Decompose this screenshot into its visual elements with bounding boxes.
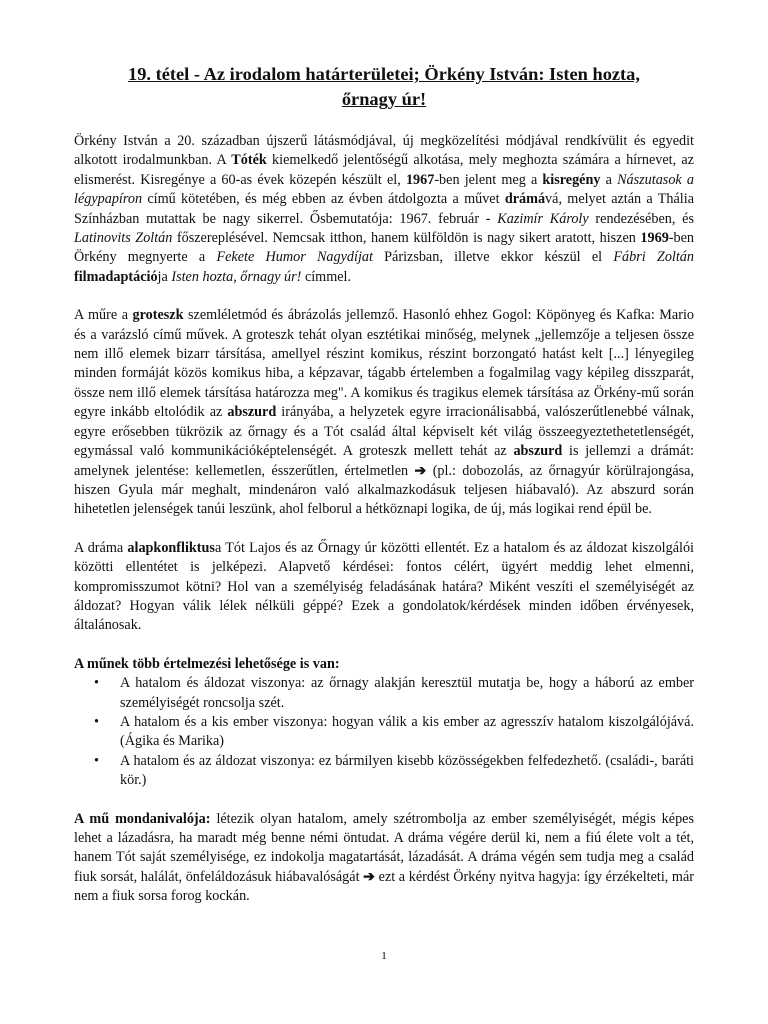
bold-text: groteszk	[132, 307, 184, 324]
italic-text: Nászutasok a légypapíron	[74, 171, 694, 208]
text-run: a Tót Lajos és az Őrnagy úr közötti ellentét. Ez a hatalom és az áldozat kiszolgálói közötti ellentétet is jelképezi. Alapvető kérdései: fontos célért, ügyért meddig lehet elmenni, kompromisszumot kötni? Hol van a személyiség feladásának határa? Miként veszíti el személyiségét az áldozat? Hogyan válik lélek nélküli géppé? Ezek a gondolatok/kérdések minden időben érvényesek, általánosak.	[74, 539, 694, 634]
interpretations-heading: A műnek több értelmezési lehetősége is van:	[74, 655, 340, 672]
bold-text: ➔	[414, 462, 427, 479]
bold-text: drámá	[504, 191, 546, 208]
italic-text: Latinovits Zoltán	[74, 230, 173, 247]
text-run: Párizsban, illetve ekkor készül el	[372, 249, 614, 266]
paragraph-groteszk	[74, 306, 694, 519]
text-run: irányába, a helyzetek egyre irracionálisabbá, valószerűtlenebbé válnak, egyre erősebben tükrözik az őrnagy és a Tót család által képviselt két világ összeegyeztethetetlenségét, egymással való kommunikációképtelenségét. A groteszk mellett tehát az	[74, 404, 695, 460]
italic-text: Isten hozta, őrnagy úr!	[171, 268, 302, 285]
text-run: A dráma	[74, 539, 128, 556]
bold-text: ➔	[363, 868, 376, 885]
bold-text: abszurd	[513, 443, 563, 460]
text-run: (pl.: dobozolás, az őrnagyúr körülrajongása, hiszen Gyula már meghalt, mindenáron való alkalmazkodásuk teljesen hiábavaló). Az abszurd során hihetetlen jelenségek tanúi leszünk, ahol felborul a hétköznapi logika, de új, más logikai rend épül be.	[74, 462, 694, 518]
paragraph-alapkonfliktus	[74, 539, 694, 636]
text-run: -ben jelent meg a	[434, 171, 543, 188]
document-page	[74, 62, 694, 926]
bold-text: kisregény	[542, 171, 601, 188]
list-item: • A hatalom és a kis ember viszonya: hogyan válik a kis ember az agresszív hatalom kiszolgálójává. (Ágika és Marika)	[94, 713, 694, 750]
page-number: 1	[381, 950, 387, 962]
text-run: létezik olyan hatalom, amely szétrombolja az ember személyiségét, mégis képes lehet a lázadásra, ha maradt még benne némi öntudat. A dráma végére derül ki, nem a fiú élete volt a tét, hanem Tót saját személyisége, ez indokolja magatartását, lázadását. A dráma végén sem tudja meg a család fiuk sorsát, halálát, önfeláldozásuk hiábavalóságát	[74, 810, 694, 885]
document-title: 19. tétel - Az irodalom határterületei; Örkény István: Isten hozta, őrnagy úr!	[128, 64, 640, 109]
bold-text: filmadaptáció	[74, 268, 158, 285]
text-run: ezt a kérdést Örkény nyitva hagyja: így érzékelteti, már nem a fiuk sorsa forog kockán.	[74, 868, 694, 905]
text-run: vá, melyet aztán a Thália Színházban mutattak be nagy sikerrel. Ősbemutatója: 1967. február -	[74, 191, 694, 227]
bullet-icon: •	[94, 752, 99, 769]
text-run: rendezésében, és	[588, 210, 694, 227]
text-run: főszereplésével. Nemcsak itthon, hanem külföldön is nagy sikert aratott, hiszen	[172, 230, 641, 247]
text-run: ja	[157, 268, 172, 285]
list-item: • A hatalom és az áldozat viszonya: ez bármilyen kisebb közösségekben felfedezhető. (családi-, baráti kör.)	[94, 752, 694, 789]
italic-text: Fekete Humor Nagydíjat	[216, 249, 373, 266]
interpretations-list	[74, 674, 694, 790]
text-run: című kötetében, és még ebben az évben átdolgozta a művet	[142, 191, 505, 208]
bold-text: alapkonfliktus	[127, 539, 215, 556]
text-run: címmel.	[301, 268, 352, 285]
text-run: kiemelkedő jelentőségű alkotása, mely meghozta számára a hírnevet, az elismerést. Kisregénye a 60-as évek közepén készült el,	[74, 152, 694, 188]
bold-text: 1967	[405, 171, 435, 188]
text-run: szemléletmód és ábrázolás jellemző. Hasonló ehhez Gogol: Köpönyeg és Kafka: Mario és a varázsló című művek. A groteszk tehát olyan esztétikai minőség, melynek „jellemzője a teljesen össze nem illő elemek bizarr társítása, amellyel részint komikus, részint borzongató hatást kelt [...] lényegileg minden formáját közös komikus hiba, a képzavar, tágabb értelemben a fogalmilag vagy képileg disszparát, össze nem illő elemek társítása határozza meg". A komikus és tragikus elemek társítása az Örkény-mű során egyre inkább eltolódik az	[74, 307, 694, 421]
bold-text: Tóték	[231, 152, 267, 169]
bullet-icon: •	[94, 675, 99, 692]
bold-text: 1969	[640, 230, 669, 247]
text-run: a	[600, 171, 618, 188]
bullet-icon: •	[94, 713, 99, 730]
bold-text: A mű mondanivalója:	[74, 810, 211, 827]
paragraph-mondanivalo	[74, 810, 694, 907]
italic-text: Kazimír Károly	[497, 210, 589, 227]
paragraph-intro	[74, 132, 694, 287]
bold-text: abszurd	[227, 404, 277, 421]
text-run: -ben Örkény megnyerte a	[74, 230, 695, 266]
list-item: • A hatalom és áldozat viszonya: az őrnagy alakján keresztül mutatja be, hogy a háború az ember személyiségét roncsolja szét.	[94, 675, 694, 711]
text-run: Örkény István a 20. században újszerű látásmódjával, új megközelítési módjával rendkívülit és egyedit alkotott irodalmunkban. A	[74, 133, 694, 169]
text-run: is jellemzi a drámát: amelynek jelentése: kellemetlen, ésszerűtlen, értelmetlen	[74, 443, 694, 479]
text-run: A műre a	[74, 307, 133, 324]
italic-text: Fábri Zoltán	[613, 249, 694, 266]
